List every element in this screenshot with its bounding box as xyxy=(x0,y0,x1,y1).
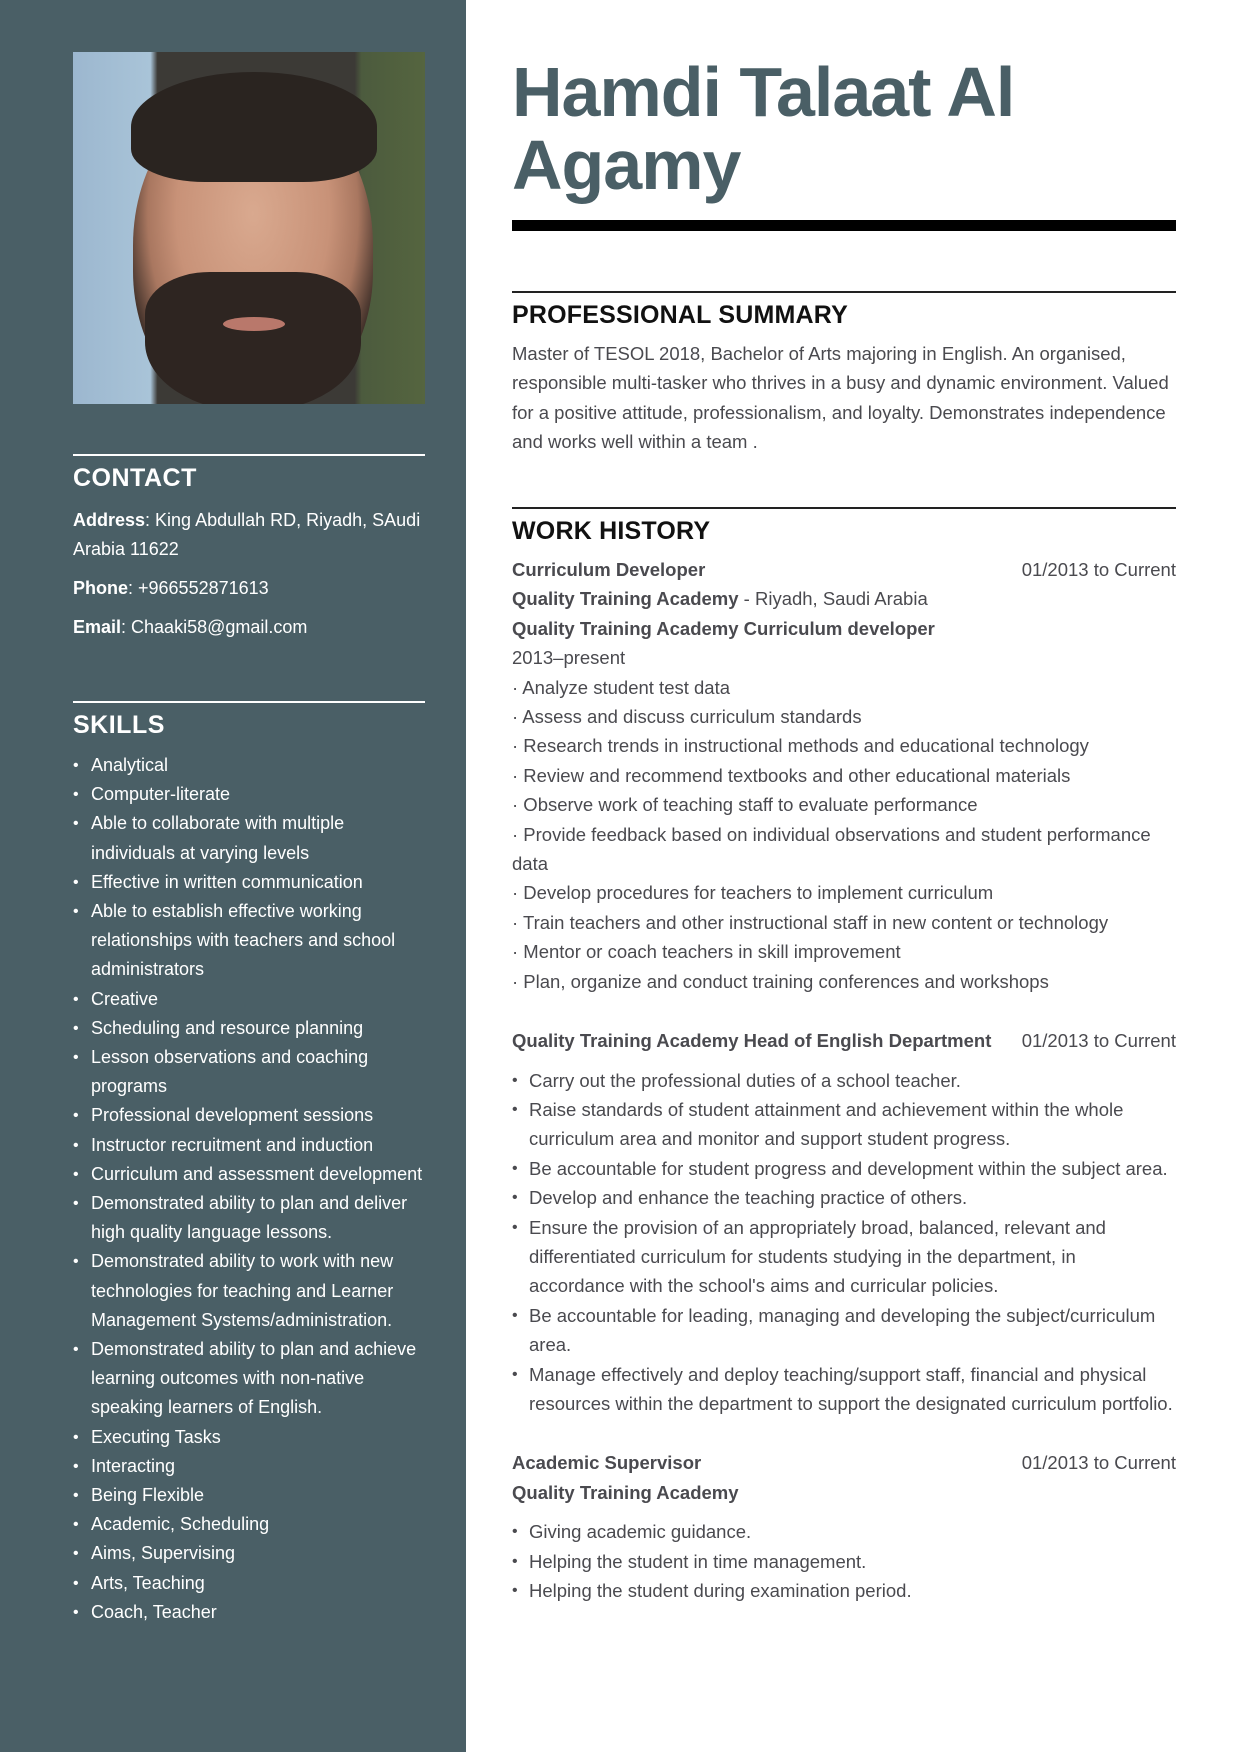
skill-item: • Scheduling and resource planning xyxy=(73,1014,425,1043)
job-duties xyxy=(512,673,1176,996)
skill-item: • Creative xyxy=(73,985,425,1014)
candidate-name: Hamdi Talaat Al Agamy xyxy=(512,53,1015,204)
skill-item: • Interacting xyxy=(73,1452,425,1481)
skill-item: • Demonstrated ability to work with new technologies for teaching and Learner Management Systems/administration. xyxy=(73,1247,425,1335)
work-history-divider xyxy=(512,507,1176,509)
skill-item: • Executing Tasks xyxy=(73,1423,425,1452)
work-history-section xyxy=(512,507,1176,1605)
skill-item: • Instructor recruitment and induction xyxy=(73,1131,425,1160)
job-details xyxy=(512,1478,1176,1507)
job-duties xyxy=(512,1517,1176,1605)
skill-item: • Lesson observations and coaching programs xyxy=(73,1043,425,1101)
duty-item: · Plan, organize and conduct training conferences and workshops xyxy=(512,970,1049,992)
skills-heading: SKILLS xyxy=(73,711,165,739)
skills-list xyxy=(73,751,425,1627)
duty-item: · Train teachers and other instructional staff in new content or technology xyxy=(512,911,1109,933)
job-title: Academic Supervisor xyxy=(512,1452,702,1474)
skill-item: • Curriculum and assessment development xyxy=(73,1160,425,1189)
skill-item: • Aims, Supervising xyxy=(73,1539,425,1568)
duty-item: · Research trends in instructional methods and educational technology xyxy=(512,735,1089,757)
duty-item: · Analyze student test data xyxy=(512,676,731,698)
contact-heading: CONTACT xyxy=(73,464,197,492)
job-title: Quality Training Academy Head of English Department xyxy=(512,1030,992,1052)
phone-value[interactable]: : +966552871613 xyxy=(128,578,269,598)
contact-divider xyxy=(73,454,425,456)
contact-phone xyxy=(73,574,425,603)
skill-item: • Analytical xyxy=(73,751,425,780)
name-underline-bar xyxy=(512,220,1176,231)
phone-label: Phone xyxy=(73,578,129,598)
job-company: Quality Training Academy xyxy=(512,1481,739,1503)
summary-heading: PROFESSIONAL SUMMARY xyxy=(512,301,848,329)
job-company-line xyxy=(512,584,1176,613)
duty-item: · Develop procedures for teachers to implement curriculum xyxy=(512,882,994,904)
duty-item: • Ensure the provision of an appropriately broad, balanced, relevant and differentiated curriculum for students studying in the department, in accordance with the school's aims and curricular policies. xyxy=(512,1213,1176,1301)
skill-item: • Computer-literate xyxy=(73,780,425,809)
skill-item: • Academic, Scheduling xyxy=(73,1510,425,1539)
job-subtitle: Quality Training Academy Curriculum developer xyxy=(512,617,935,639)
contact-address xyxy=(73,506,425,564)
summary-section xyxy=(512,291,1176,457)
contact-section xyxy=(73,454,425,642)
job-header xyxy=(512,555,1176,584)
job-period: 2013–present xyxy=(512,647,626,669)
summary-divider xyxy=(512,291,1176,293)
skill-item: • Able to establish effective working relationships with teachers and school administrators xyxy=(73,897,425,985)
skill-item: • Demonstrated ability to plan and deliver high quality language lessons. xyxy=(73,1189,425,1247)
skill-item: • Being Flexible xyxy=(73,1481,425,1510)
job-dates: 01/2013 to Current xyxy=(1021,559,1176,580)
skill-item: • Demonstrated ability to plan and achieve learning outcomes with non-native speaking learners of English. xyxy=(73,1335,425,1423)
skill-item: • Coach, Teacher xyxy=(73,1598,425,1627)
duty-item: · Assess and discuss curriculum standards xyxy=(512,706,862,728)
job-header xyxy=(512,1448,1176,1477)
job-title: Curriculum Developer xyxy=(512,559,706,580)
duty-item: • Raise standards of student attainment and achievement within the whole curriculum area and monitor and support student progress. xyxy=(512,1095,1176,1154)
address-value: : King Abdullah RD, Riyadh, SAudi Arabia 11622 xyxy=(73,510,421,559)
job-company: Quality Training Academy xyxy=(512,588,739,610)
job-entry-academic-supervisor xyxy=(512,1448,1176,1605)
duty-item: · Provide feedback based on individual observations and student performance data xyxy=(512,823,1151,875)
skills-section xyxy=(73,701,425,1627)
photo-lips xyxy=(223,317,285,331)
photo-beard xyxy=(145,272,361,404)
duty-item: • Giving academic guidance. xyxy=(512,1517,1176,1546)
duty-item: • Helping the student in time management. xyxy=(512,1547,1176,1576)
contact-email xyxy=(73,613,425,642)
email-label: Email xyxy=(73,617,122,637)
duty-item: · Mentor or coach teachers in skill improvement xyxy=(512,941,901,963)
summary-text: Master of TESOL 2018, Bachelor of Arts majoring in English. An organised, responsible multi-tasker who thrives in a busy and dynamic environment. Valued for a positive attitude, professionalism, and loyalty. Demonstrates independence and works well within a team . xyxy=(512,343,1169,453)
work-history-heading: WORK HISTORY xyxy=(512,517,711,545)
email-value[interactable]: : Chaaki58@gmail.com xyxy=(121,617,308,637)
skill-item: • Arts, Teaching xyxy=(73,1569,425,1598)
address-label: Address xyxy=(73,510,146,530)
skill-item: • Able to collaborate with multiple individuals at varying levels xyxy=(73,809,425,867)
job-duties xyxy=(512,1066,1176,1419)
job-details xyxy=(512,584,1176,996)
job-entry-curriculum-developer xyxy=(512,555,1176,996)
job-dates: 01/2013 to Current xyxy=(1021,1030,1176,1052)
photo-hair xyxy=(131,72,377,182)
job-dates: 01/2013 to Current xyxy=(1021,1452,1176,1474)
duty-item: • Manage effectively and deploy teaching/support staff, financial and physical resources within the department to support the designated curriculum portfolio. xyxy=(512,1360,1176,1419)
duty-item: • Helping the student during examination period. xyxy=(512,1576,1176,1605)
skill-item: • Professional development sessions xyxy=(73,1101,425,1130)
duty-item: • Carry out the professional duties of a school teacher. xyxy=(512,1066,1176,1095)
job-entry-head-of-english xyxy=(512,1026,1176,1418)
job-location: - Riyadh, Saudi Arabia xyxy=(738,588,928,610)
job-header xyxy=(512,1026,1176,1055)
profile-photo xyxy=(73,52,425,404)
duty-item: • Be accountable for leading, managing and developing the subject/curriculum area. xyxy=(512,1301,1176,1360)
duty-item: · Observe work of teaching staff to evaluate performance xyxy=(512,794,978,816)
skill-item: • Effective in written communication xyxy=(73,868,425,897)
duty-item: • Be accountable for student progress and development within the subject area. xyxy=(512,1154,1176,1183)
skills-divider xyxy=(73,701,425,703)
duty-item: · Review and recommend textbooks and other educational materials xyxy=(512,764,1071,786)
sidebar xyxy=(0,0,466,1752)
duty-item: • Develop and enhance the teaching practice of others. xyxy=(512,1183,1176,1212)
